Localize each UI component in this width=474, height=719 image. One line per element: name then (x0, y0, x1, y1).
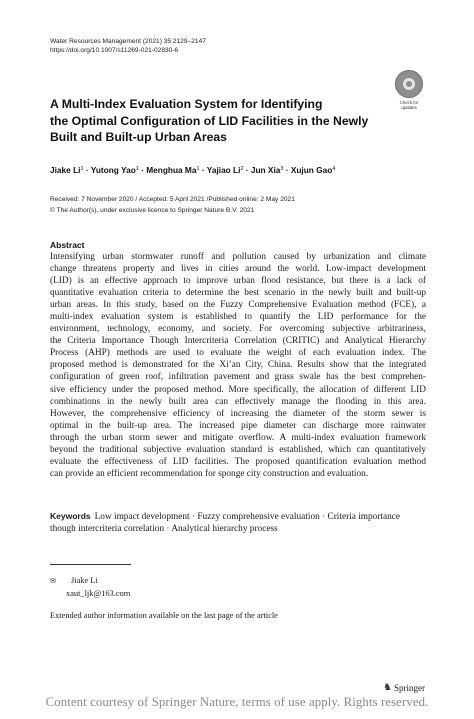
affiliation-number: 1 (135, 166, 139, 172)
envelope-icon: ✉ (50, 577, 56, 585)
corresponding-author (50, 575, 130, 599)
keywords-label: Keywords (50, 511, 91, 521)
keywords-list-continued: though intercriteria correlation · Analytical hierarchy process (50, 524, 278, 535)
abstract-body (50, 251, 426, 480)
author-name[interactable]: Yajiao Li (206, 165, 241, 175)
abstract-heading: Abstract (50, 240, 85, 250)
publisher-name: Springer (393, 682, 425, 693)
abstract-line: change threatens property and lives in cities around the world. Low-impact development (50, 264, 426, 275)
affiliation-number: 4 (332, 166, 336, 172)
doi-link[interactable]: https://doi.org/10.1007/s11269-021-02830-6 (50, 47, 179, 55)
affiliation-number: 1 (80, 166, 84, 172)
abstract-line: through the urban storm sewer and mitigate overflow. A multi-index evaluation framework (50, 432, 426, 443)
chess-knight-icon: ♞ (383, 682, 392, 693)
footnote-divider (50, 564, 131, 565)
copyright-line: © The Author(s), under exclusive licence to Springer Nature B.V. 2021 (50, 206, 255, 214)
abstract-line: configuration of green roof, infiltration pavement and grass swale has the best comprehen- (50, 372, 426, 383)
abstract-line: beyond the traditional subjective evaluation standard is established, which can quantitatively (50, 444, 426, 455)
abstract-line: multi-index evaluation system is established to quantify the LID performance for the (50, 312, 426, 323)
courtesy-notice: Content courtesy of Springer Nature, terms of use apply. Rights reserved. (45, 695, 429, 709)
check-for-updates-icon (395, 70, 423, 98)
extended-author-info: Extended author information available on the last page of the article (50, 611, 278, 620)
abstract-line: combinations in the newly built area can effectively manage the flooding in this area. (50, 396, 426, 407)
abstract-line: sive efficiency under the proposed method. More specifically, the allocation of different LID (50, 384, 426, 395)
abstract-line: optimal in the built-up area. The increased pipe diameter can discharge more rainwater (50, 420, 426, 431)
abstract-line: urban areas. In this study, based on the Fuzzy Comprehensive Evaluation method (FCE), a (50, 300, 426, 311)
title-line: Built and Built-up Urban Areas (50, 130, 227, 144)
title-line: A Multi-Index Evaluation System for Identifying (50, 97, 323, 111)
abstract-line: proposed method is demonstrated for the Xi’an City, China. Results show that the integrated (50, 360, 426, 371)
abstract-line: can provide an efficient recommendation for sponge city construction and evaluation. (50, 468, 369, 479)
corresponding-author-email[interactable]: xaut_ljk@163.com (66, 588, 131, 598)
history-line: Received: 7 November 2020 / Accepted: 5 April 2021 /Published online: 2 May 2021 (50, 196, 295, 203)
journal-citation: Water Resources Management (2021) 35:2129–2147 (50, 38, 206, 45)
abstract-line: Process (AHP) methods are used to evaluate the weight of each evaluation index. The (50, 348, 426, 359)
article-title (50, 96, 380, 146)
author-name[interactable]: Menghua Ma (146, 165, 197, 175)
title-line: the Optimal Configuration of LID Facilities in the Newly (50, 113, 369, 128)
abstract-line: environment, technology, economy, and society. For overcoming subjective arbitrariness, (50, 324, 426, 335)
author-list: Jiake $Li^1$ · Yutong Yao$^1$ · Menghua $Ma^1$ · Yajiao $Li^2$ · Jun Xia$^3$ · Xujun Gao$^4$ (50, 165, 336, 175)
author-name[interactable]: Xujun Gao (290, 165, 333, 175)
keywords-section (50, 510, 430, 535)
abstract-line: However, the comprehensive efficiency of increasing the diameter of the storm sewer is (50, 408, 426, 419)
abstract-line: Intensifying urban stormwater runoff and pollution caused by urbanization and climate (50, 252, 426, 262)
author-name[interactable]: Jun Xia (250, 165, 281, 175)
author-name[interactable]: Yutong Yao (90, 165, 136, 175)
abstract-line: (LID) is an effective approach to improve urban flood resistance, but there is a lack of (50, 276, 426, 287)
abstract-line: quantitative evaluation criteria to determine the best scenario in the newly built and built-up (50, 288, 426, 299)
publication-dates (50, 195, 295, 216)
affiliation-number: 2 (240, 166, 244, 172)
abstract-line: evaluate the effectiveness of LID facilities. The proposed quantification evaluation method (50, 456, 426, 467)
keywords-list: Low impact development · Fuzzy comprehensive evaluation · Criteria importance (94, 512, 401, 522)
check-for-updates-label: Check for updates (399, 100, 419, 110)
publisher-logo (383, 682, 425, 693)
affiliation-number: 1 (196, 166, 200, 172)
abstract-line: the Criteria Importance Though Intercriteria Correlation (CRITIC) and Analytical Hierarchy (50, 336, 426, 347)
journal-header (50, 37, 206, 55)
check-for-updates-badge[interactable] (394, 70, 424, 110)
affiliation-number: 3 (280, 166, 284, 172)
corresponding-author-name: Jiake Li (71, 576, 98, 585)
author-name[interactable]: Jiake Li (50, 165, 81, 175)
